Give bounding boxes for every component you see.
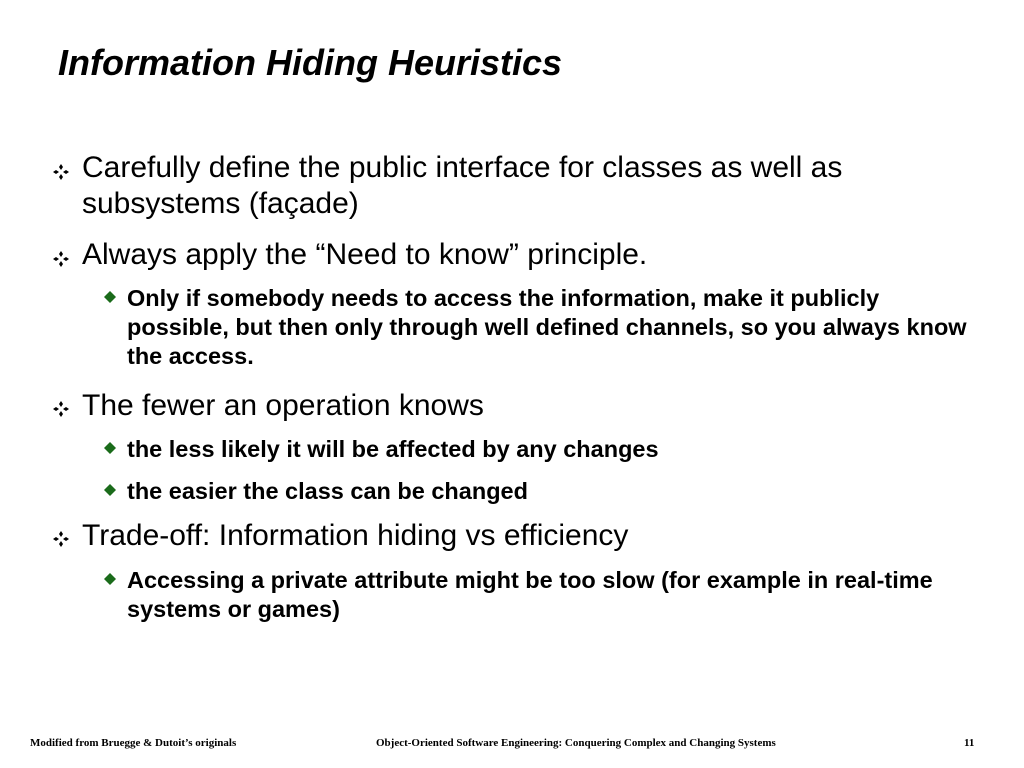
four-diamond-bullet-icon	[52, 530, 70, 548]
bullet-text: The fewer an operation knows	[82, 389, 484, 422]
sub-bullet-text: Accessing a private attribute might be too slow (for example in real-time systems or games)	[127, 567, 933, 622]
slide-title: Information Hiding Heuristics	[58, 42, 563, 83]
bullet-text: Trade-off: Information hiding vs efficiency	[82, 519, 629, 552]
page-number: 11	[964, 737, 975, 749]
diamond-bullet-icon	[104, 484, 116, 496]
diamond-bullet-icon	[104, 573, 116, 585]
bullet-text: Always apply the “Need to know” principle.	[82, 238, 648, 271]
diamond-bullet-icon	[104, 291, 116, 303]
diamond-bullet-icon	[104, 442, 116, 454]
sub-bullet-text: the less likely it will be affected by any changes	[127, 436, 659, 462]
four-diamond-bullet-icon	[52, 250, 70, 268]
footer-credit: Modified from Bruegge & Dutoit’s originals	[30, 737, 237, 749]
footer-course-title: Object-Oriented Software Engineering: Conquering Complex and Changing Systems	[376, 737, 776, 749]
sub-bullet-text: Only if somebody needs to access the information, make it publicly possible, but then only through well defined channels, so you always know the access.	[127, 285, 967, 369]
four-diamond-bullet-icon	[52, 400, 70, 418]
four-diamond-bullet-icon	[52, 163, 70, 181]
sub-bullet-text: the easier the class can be changed	[127, 478, 528, 504]
bullet-text: Carefully define the public interface for classes as well as subsystems (façade)	[82, 151, 843, 220]
